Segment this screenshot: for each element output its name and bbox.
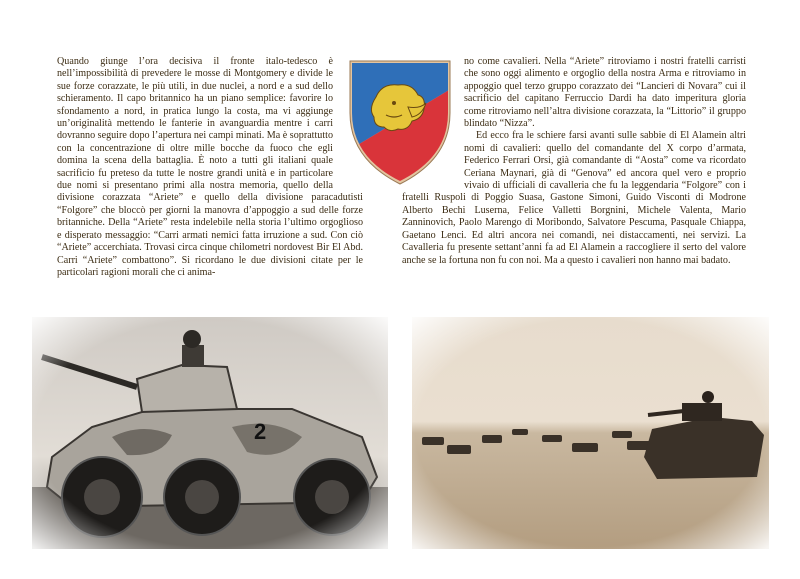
article-column-right xyxy=(402,56,746,267)
desert-tanks-photo xyxy=(412,317,769,549)
paragraph: no come cavalieri. Nella “Ariete” ritroviamo i nostri fratelli carristi che sono oggi alimento e orgoglio della nostra Arma e ritroviamo in appoggio quel terzo gruppo corazzato dei “Lancieri di Novara” cui il sacrificio del capitano Ferruccio Dardi ha dato imperitura gloria come ritroviamo nell’altra divisione corazzata, la “Littorio” il gruppo blindato “Nizza”. xyxy=(464,56,746,130)
article-column-left xyxy=(57,56,363,279)
paragraph: Ed ecco fra le schiere farsi avanti sulle sabbie di El Alamein altri nomi di cavalieri: quello del comandante del X corpo d’armata, Federico Ferrari Orsi, già comandante di “Aosta” come va ricordato Ceriana Maynari, già di “Genova” ed ancora quel vero e proprio vivaio di ufficiali di cavalleria che fu la leggendaria “Folgore” con i fratelli Ruspoli di Poggio Suasa, Gastone Simoni, Guido Visconti di Modrone Alberto Bechi Luserna, Felice Valletti Borgnini, Michele Valenta, Mario Zanninovich, Paolo Marengo di Moribondo, Salvatore Pescuma, Pasquale Chiappa, Gaetano Lenci. Ed altri ancora nei comandi, nei distaccamenti, nei servizi. La Cavalleria fu presente settant’anni fa ad El Alamein a raccogliere il serto del valore anche se la fortuna non fu con noi. Ma a questo i cavalieri non hanno mai badato. xyxy=(402,130,746,266)
paragraph: Quando giunge l’ora decisiva il fronte italo-tedesco è nell’impossibilità di prevedere le mosse di Montgomery e divide le sue forze corazzate, le più utili, in due nuclei, a nord e a sud dello schieramento. Il capo britannico ha un piano semplice: favorire lo sfondamento a nord, in pratica lungo la costa, ma vi aggiunge un’originalità mettendo le fanterie in avanguardia mentre i carri dovranno seguire dopo l’apertura nei campi minati. Ma è soprattutto con la concentrazione di oltre mille bocche da fuoco che egli domina la scena della battaglia. È noto a tutti gli italiani quale sacrificio fu preteso da tutte le nostre grandi unità e in particolare due nomi si presentano primi alla nostra memoria, quello della divisione corazzata “Ariete” e quello della divisione paracadutisti “Folgore” che bloccò per giorni la manovra d’appoggio a sud delle forze britanniche. Della “Ariete” resta indelebile nella storia l’ultimo orgoglioso e disperato messaggio: “Carri armati nemici fatta irruzione a sud. Con ciò “Ariete” accerchiata. Trovasi circa cinque chilometri nordovest Bir El Abd. Carri “Ariete” combattono”. Si ricordano le due divisioni citate per le particolari ragioni morali che ci anima- xyxy=(57,56,363,278)
armoured-car-photo xyxy=(32,317,388,549)
